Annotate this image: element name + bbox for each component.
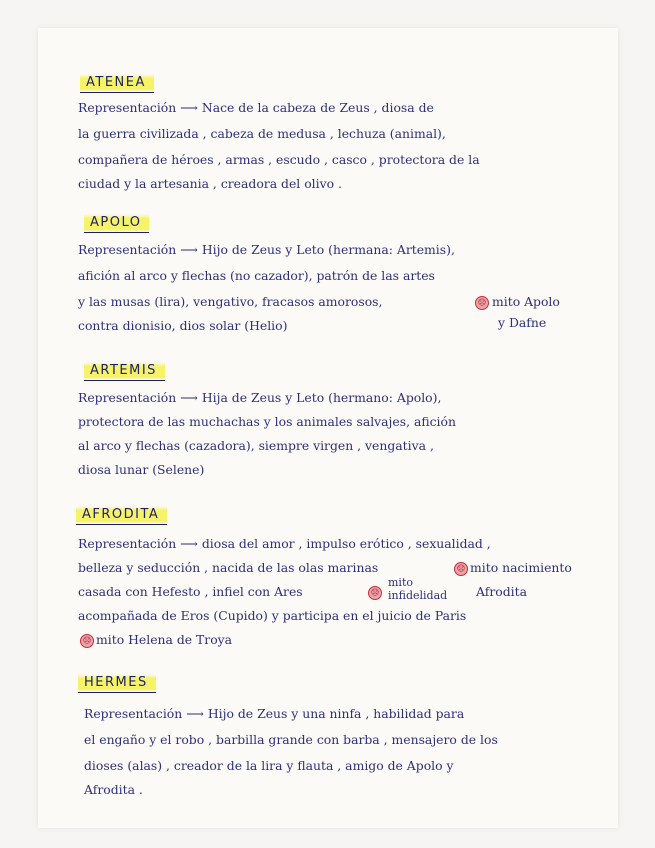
apolo-note-dafne: y Dafne bbox=[498, 315, 547, 330]
apolo-line-3: y las musas (lira), vengativo, fracasos amorosos, bbox=[78, 294, 383, 309]
atenea-line-2: la guerra civilizada , cabeza de medusa , lechuza (animal), bbox=[78, 126, 446, 141]
heading-atenea: ATENEA bbox=[80, 74, 154, 93]
artemis-line-1: Representación ⟶ Hija de Zeus y Leto (hermano: Apolo), bbox=[78, 390, 442, 405]
apolo-line-2: afición al arco y flechas (no cazador), patrón de las artes bbox=[78, 268, 435, 283]
heading-afrodita: AFRODITA bbox=[76, 506, 167, 525]
artemis-line-3: al arco y flechas (cazadora), siempre virgen , vengativa , bbox=[78, 438, 434, 453]
afrodita-note-mito: mito bbox=[388, 576, 413, 589]
artemis-line-2: protectora de las muchachas y los animales salvajes, afición bbox=[78, 414, 456, 429]
heading-hermes: HERMES bbox=[78, 674, 156, 693]
sad-face-icon: ☹ bbox=[475, 296, 489, 310]
afrodita-line-5: mito Helena de Troya bbox=[96, 632, 233, 647]
afrodita-note-afrodita: Afrodita bbox=[476, 584, 527, 599]
afrodita-line-4: acompañada de Eros (Cupido) y participa en el juicio de Paris bbox=[78, 608, 467, 623]
hermes-line-1: Representación ⟶ Hijo de Zeus y una ninfa , habilidad para bbox=[84, 706, 465, 721]
heading-apolo: APOLO bbox=[84, 214, 149, 233]
heading-artemis: ARTEMIS bbox=[84, 362, 165, 381]
atenea-line-4: ciudad y la artesania , creadora del olivo . bbox=[78, 176, 342, 191]
afrodita-note-nacimiento: mito nacimiento bbox=[470, 560, 572, 575]
apolo-line-4: contra dionisio, dios solar (Helio) bbox=[78, 318, 288, 333]
notebook-page bbox=[38, 28, 618, 828]
hermes-line-2: el engaño y el robo , barbilla grande con barba , mensajero de los bbox=[84, 732, 498, 747]
hermes-line-4: Afrodita . bbox=[84, 782, 143, 797]
atenea-line-1: Representación ⟶ Nace de la cabeza de Zeus , diosa de bbox=[78, 100, 434, 115]
sad-face-icon: ☹ bbox=[80, 634, 94, 648]
atenea-line-3: compañera de héroes , armas , escudo , casco , protectora de la bbox=[78, 152, 480, 167]
hermes-line-3: dioses (alas) , creador de la lira y flauta , amigo de Apolo y bbox=[84, 758, 454, 773]
artemis-line-4: diosa lunar (Selene) bbox=[78, 462, 205, 477]
afrodita-line-2: belleza y seducción , nacida de las olas marinas bbox=[78, 560, 379, 575]
sad-face-icon: ☹ bbox=[368, 586, 382, 600]
afrodita-note-infidelidad: infidelidad bbox=[388, 589, 448, 602]
afrodita-line-1: Representación ⟶ diosa del amor , impulso erótico , sexualidad , bbox=[78, 536, 491, 551]
apolo-note-mito: mito Apolo bbox=[492, 294, 560, 309]
sad-face-icon: ☹ bbox=[454, 562, 468, 576]
apolo-line-1: Representación ⟶ Hijo de Zeus y Leto (hermana: Artemis), bbox=[78, 242, 455, 257]
afrodita-line-3: casada con Hefesto , infiel con Ares bbox=[78, 584, 303, 599]
